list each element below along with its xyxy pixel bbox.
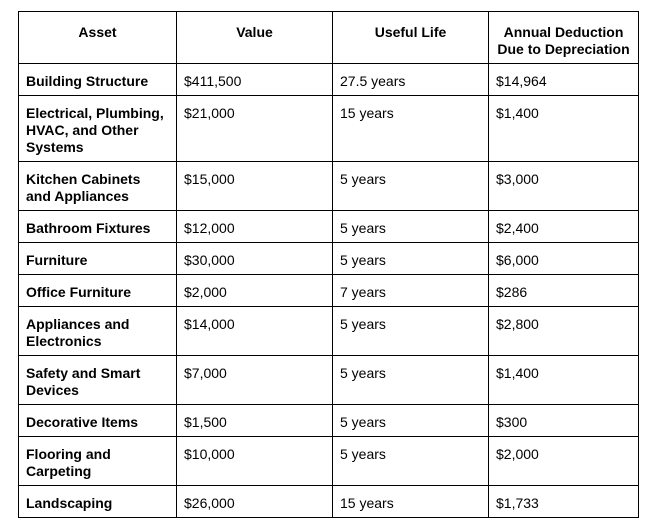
depreciation-table: [18, 11, 639, 518]
asset-cell: Decorative Items: [19, 405, 177, 437]
useful-life-cell: 15 years: [333, 486, 489, 518]
header-row: [19, 12, 639, 64]
asset-cell: Office Furniture: [19, 275, 177, 307]
value-cell: $411,500: [177, 64, 333, 96]
value-cell: $7,000: [177, 356, 333, 405]
deduction-cell: $2,400: [489, 211, 639, 243]
asset-cell: Kitchen Cabinets and Appliances: [19, 162, 177, 211]
asset-cell: Electrical, Plumbing, HVAC, and Other Systems: [19, 96, 177, 162]
useful-life-cell: 27.5 years: [333, 64, 489, 96]
value-cell: $2,000: [177, 275, 333, 307]
deduction-cell: $1,400: [489, 356, 639, 405]
deduction-cell: $300: [489, 405, 639, 437]
value-cell: $15,000: [177, 162, 333, 211]
asset-cell: Appliances and Electronics: [19, 307, 177, 356]
deduction-cell: $14,964: [489, 64, 639, 96]
table-row: [19, 437, 639, 486]
useful-life-cell: 5 years: [333, 405, 489, 437]
useful-life-cell: 5 years: [333, 437, 489, 486]
table-row: [19, 64, 639, 96]
useful-life-cell: 5 years: [333, 243, 489, 275]
deduction-cell: $6,000: [489, 243, 639, 275]
value-cell: $12,000: [177, 211, 333, 243]
table-row: [19, 96, 639, 162]
useful-life-cell: 5 years: [333, 162, 489, 211]
table-row: [19, 356, 639, 405]
deduction-cell: $2,800: [489, 307, 639, 356]
deduction-cell: $1,733: [489, 486, 639, 518]
header-useful-life: Useful Life: [333, 12, 489, 64]
asset-cell: Flooring and Carpeting: [19, 437, 177, 486]
table-row: [19, 486, 639, 518]
value-cell: $14,000: [177, 307, 333, 356]
table-row: [19, 162, 639, 211]
table-row: [19, 211, 639, 243]
deduction-cell: $286: [489, 275, 639, 307]
deduction-cell: $3,000: [489, 162, 639, 211]
useful-life-cell: 5 years: [333, 307, 489, 356]
asset-cell: Bathroom Fixtures: [19, 211, 177, 243]
deduction-cell: $1,400: [489, 96, 639, 162]
table-row: [19, 243, 639, 275]
value-cell: $26,000: [177, 486, 333, 518]
useful-life-cell: 5 years: [333, 356, 489, 405]
asset-cell: Furniture: [19, 243, 177, 275]
useful-life-cell: 5 years: [333, 211, 489, 243]
table-row: [19, 405, 639, 437]
useful-life-cell: 7 years: [333, 275, 489, 307]
header-asset: Asset: [19, 12, 177, 64]
value-cell: $1,500: [177, 405, 333, 437]
value-cell: $10,000: [177, 437, 333, 486]
table-row: [19, 275, 639, 307]
asset-cell: Landscaping: [19, 486, 177, 518]
deduction-cell: $2,000: [489, 437, 639, 486]
useful-life-cell: 15 years: [333, 96, 489, 162]
asset-cell: Safety and Smart Devices: [19, 356, 177, 405]
header-annual-deduction: Annual Deduction Due to Depreciation: [489, 12, 639, 64]
table-row: [19, 307, 639, 356]
header-value: Value: [177, 12, 333, 64]
value-cell: $21,000: [177, 96, 333, 162]
asset-cell: Building Structure: [19, 64, 177, 96]
value-cell: $30,000: [177, 243, 333, 275]
